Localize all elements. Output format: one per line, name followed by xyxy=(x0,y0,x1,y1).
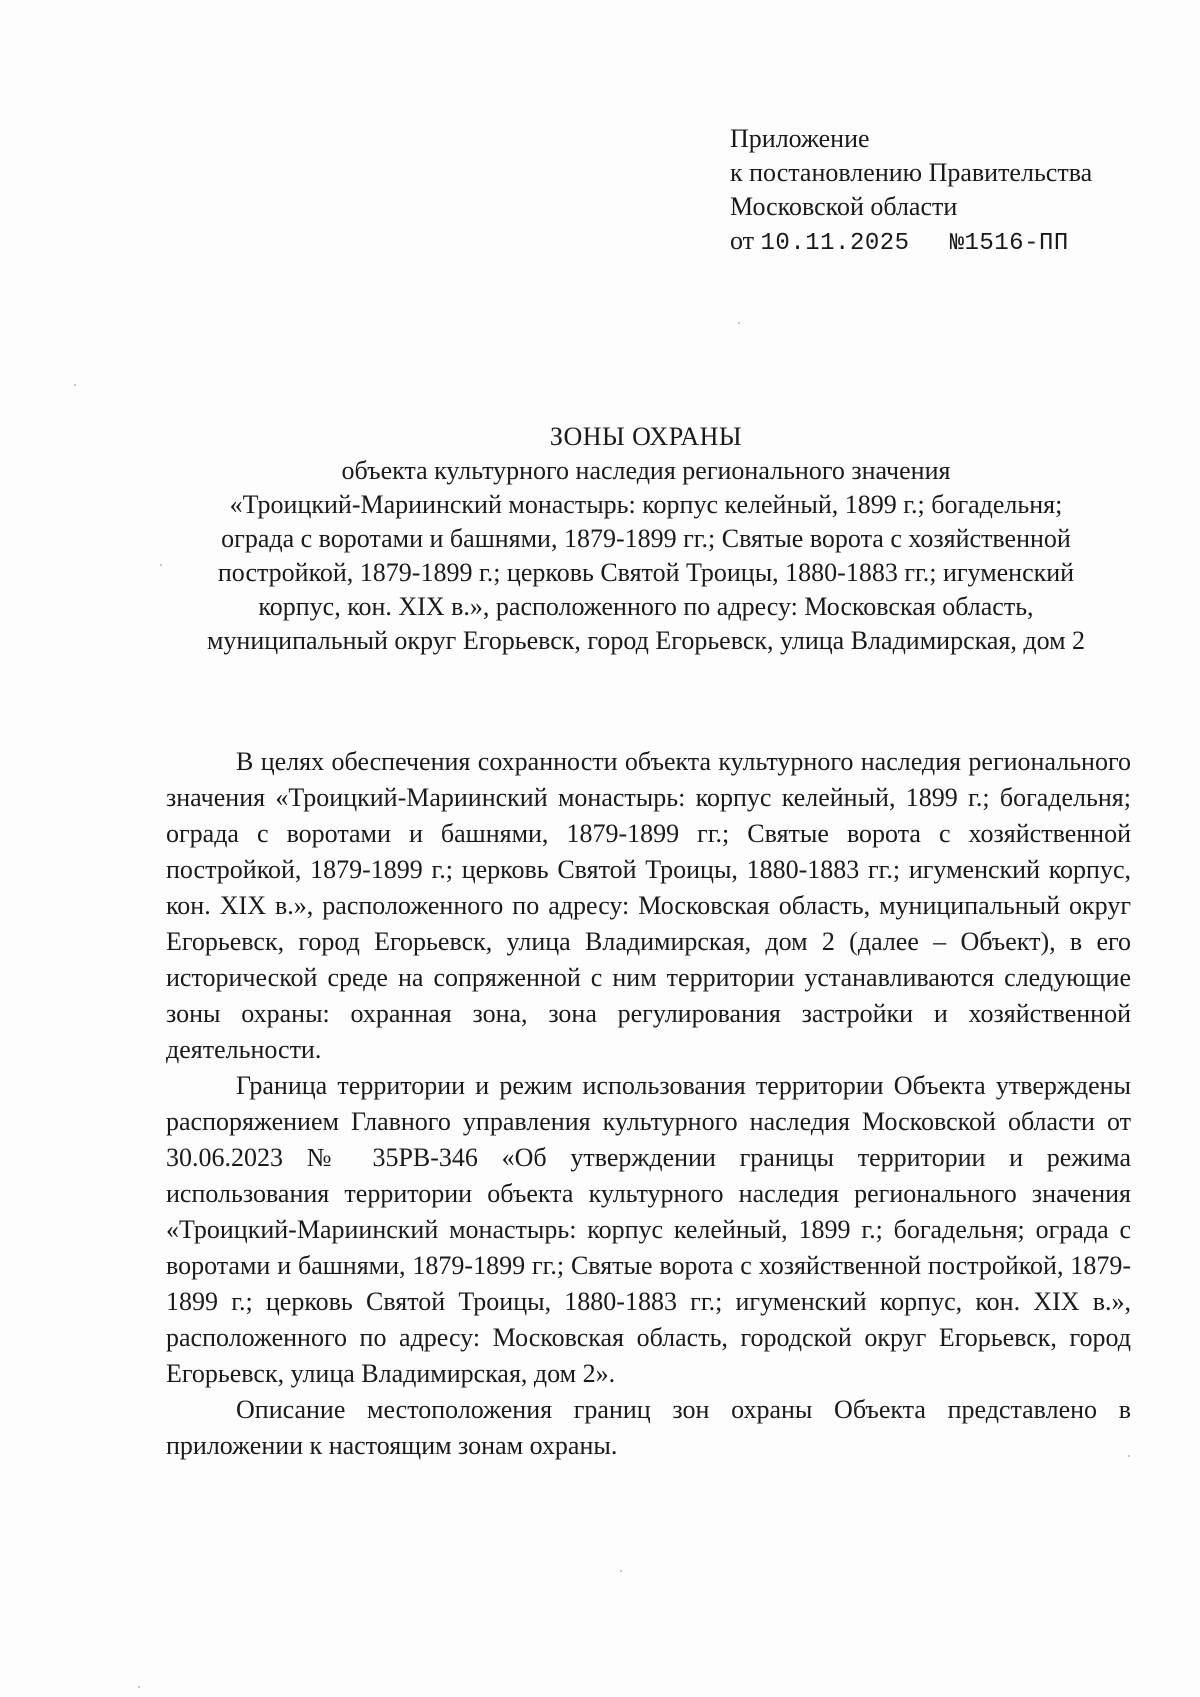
annex-date-prefix: от xyxy=(730,226,755,255)
title-line-3: ограда с воротами и башнями, 1879-1899 гг.; Святые ворота с хозяйственной xyxy=(221,524,1071,553)
annex-number: №1516-ПП xyxy=(949,230,1069,257)
annex-region: Московской области xyxy=(730,192,958,221)
annex-title: Приложение xyxy=(730,124,870,153)
title-line-4: постройкой, 1879-1899 г.; церковь Святой Троицы, 1880-1883 гг.; игуменский xyxy=(217,558,1075,587)
paragraph-2: Граница территории и режим использования территории Объекта утверждены распоряжением Главного управления культурного наследия Московской области от 30.06.2023 № 35РВ-346 «Об утверждении границы территории и режима использования территории объекта культурного наследия регионального значения «Троицкий-Мариинский монастырь: корпус келейный, 1899 г.; богадельня; ограда с воротами и башнями, 1879-1899 гг.; Святые ворота с хозяйственной постройкой, 1879-1899 г.; церковь Святой Троицы, 1880-1883 гг.; игуменский корпус, кон. XIX в.», расположенного по адресу: Московская область, городской округ Егорьевск, город Егорьевск, улица Владимирская, дом 2». xyxy=(166,1071,1131,1388)
document-title: ЗОНЫ ОХРАНЫ xyxy=(549,422,743,451)
annex-header xyxy=(730,122,1170,261)
title-line-6: муниципальный округ Егорьевск, город Егорьевск, улица Владимирская, дом 2 xyxy=(206,626,1086,655)
paragraph-3: Описание местоположения границ зон охраны Объекта представлено в приложении к настоящим зонам охраны. xyxy=(166,1395,1131,1460)
scan-speck xyxy=(138,1686,140,1688)
title-line-2: «Троицкий-Мариинский монастырь: корпус келейный, 1899 г.; богадельня; xyxy=(229,490,1063,519)
paragraph-1: В целях обеспечения сохранности объекта культурного наследия регионального значения «Троицкий-Мариинский монастырь: корпус келейный, 1899 г.; богадельня; ограда с воротами и башнями, 1879-1899 гг.; Святые ворота с хозяйственной постройкой, 1879-1899 г.; церковь Святой Троицы, 1880-1883 гг.; игуменский корпус, кон. XIX в.», расположенного по адресу: Московская область, муниципальный округ Егорьевск, город Егорьевск, улица Владимирская, дом 2 (далее – Объект), в его исторической среде на сопряженной с ним территории устанавливаются следующие зоны охраны: охранная зона, зона регулирования застройки и хозяйственной деятельности. xyxy=(166,747,1131,1064)
scan-speck xyxy=(74,384,76,386)
scan-speck xyxy=(160,564,162,566)
title-line-5: корпус, кон. XIX в.», расположенного по адресу: Московская область, xyxy=(258,592,1034,621)
annex-date-line xyxy=(730,224,1170,261)
annex-date: 10.11.2025 xyxy=(760,230,910,257)
scan-speck xyxy=(738,322,740,324)
title-line-1: объекта культурного наследия регионального значения xyxy=(341,456,951,485)
scan-speck xyxy=(1128,1455,1130,1457)
document-title-block xyxy=(140,420,1152,658)
scan-speck xyxy=(620,1570,622,1572)
annex-reference: к постановлению Правительства xyxy=(730,158,1093,187)
document-body xyxy=(166,744,1131,1464)
